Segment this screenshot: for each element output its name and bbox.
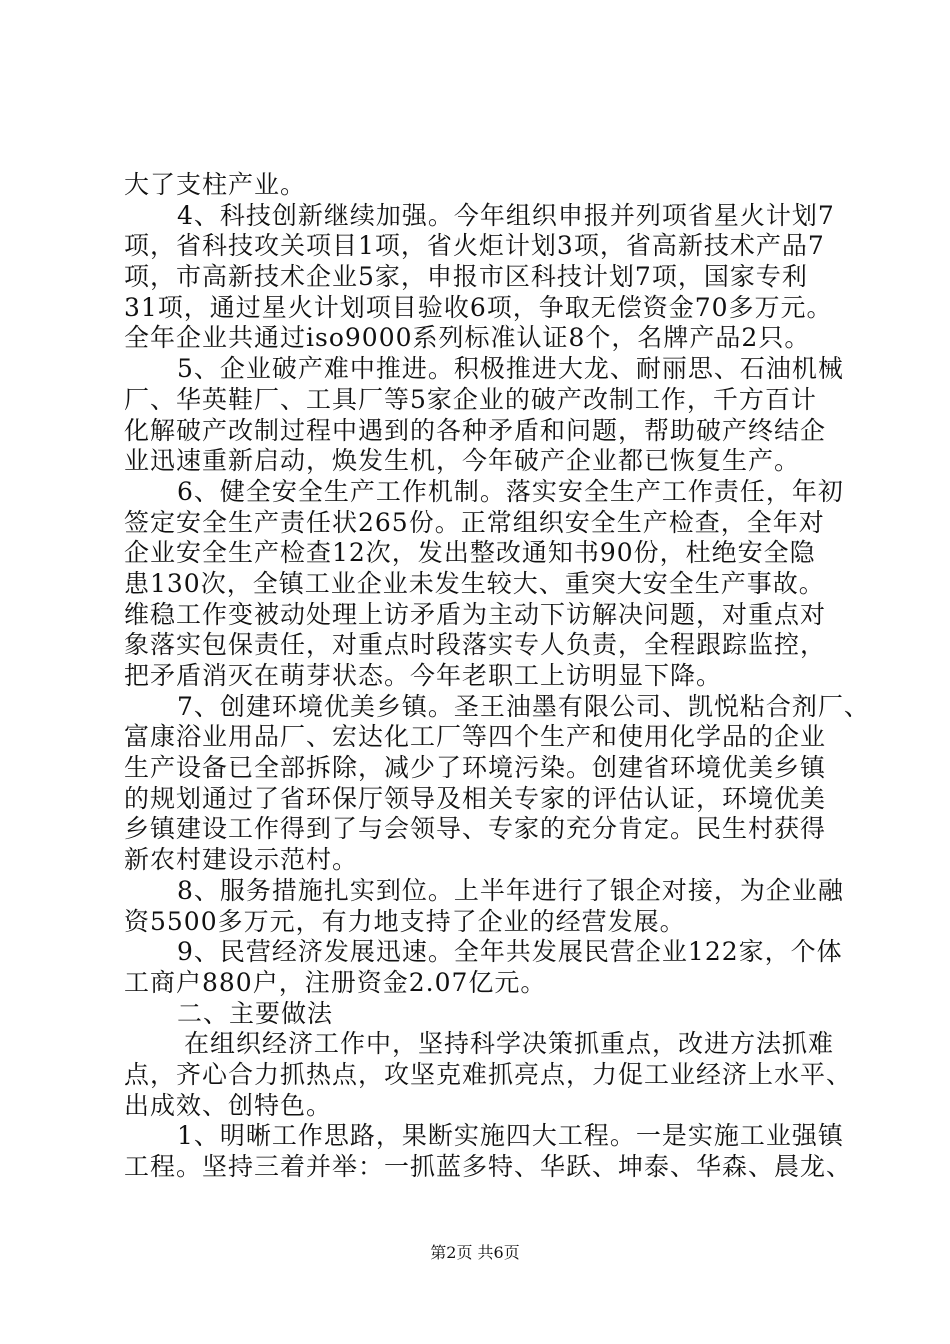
text-line: 生产设备已全部拆除，减少了环境污染。创建省环境优美乡镇 <box>124 753 827 783</box>
document-body <box>124 170 870 1183</box>
text-line: 签定安全生产责任状265份。正常组织安全生产检查，全年对 <box>124 507 825 537</box>
section-heading: 二、主要做法 <box>177 998 334 1028</box>
text-line: 项，市高新技术企业5家，申报市区科技计划7项，国家专利 <box>124 262 808 292</box>
text-line: 9、民营经济发展迅速。全年共发展民营企业122家，个体 <box>177 937 843 967</box>
text-line: 的规划通过了省环保厅领导及相关专家的评估认证，环境优美 <box>124 783 827 813</box>
text-line: 8、服务措施扎实到位。上半年进行了银企对接，为企业融 <box>177 875 844 905</box>
text-line: 患130次，全镇工业企业未发生较大、重突大安全生产事故。 <box>124 568 825 598</box>
text-line: 象落实包保责任，对重点时段落实专人负责，全程跟踪监控， <box>124 630 827 660</box>
text-line: 厂、华英鞋厂、工具厂等5家企业的破产改制工作，千方百计 <box>124 384 817 414</box>
text-line: 工程。坚持三着并举：一抓蓝多特、华跃、坤泰、华森、晨龙、 <box>124 1152 853 1181</box>
text-line: 全年企业共通过iso9000系列标准认证8个，名牌产品2只。 <box>124 323 811 353</box>
text-line: 出成效、创特色。 <box>124 1090 333 1120</box>
text-line: 资5500多万元，有力地支持了企业的经营发展。 <box>124 906 686 936</box>
text-line: 在组织经济工作中，坚持科学决策抓重点，改进方法抓难 <box>184 1029 835 1059</box>
text-line: 7、创建环境优美乡镇。圣王油墨有限公司、凯悦粘合剂厂、 <box>177 691 870 721</box>
text-line: 把矛盾消灭在萌芽状态。今年老职工上访明显下降。 <box>124 661 723 690</box>
text-line: 点，齐心合力抓热点，攻坚克难抓亮点，力促工业经济上水平、 <box>124 1059 853 1089</box>
text-line: 4、科技创新继续加强。今年组织申报并列项省星火计划7 <box>177 200 835 230</box>
text-line: 维稳工作变被动处理上访矛盾为主动下访解决问题，对重点对 <box>124 599 827 629</box>
page-footer: 第2页 共6页 <box>430 1243 520 1262</box>
text-line: 化解破产改制过程中遇到的各种矛盾和问题，帮助破产终结企 <box>124 415 827 445</box>
text-line: 业迅速重新启动，焕发生机，今年破产企业都已恢复生产。 <box>124 446 801 476</box>
text-line: 6、健全安全生产工作机制。落实安全生产工作责任，年初 <box>177 476 844 506</box>
text-line: 工商户880户，注册资金2.07亿元。 <box>124 967 547 997</box>
text-line: 项，省科技攻关项目1项，省火炬计划3项，省高新技术产品7 <box>124 231 825 261</box>
text-line: 31项，通过星火计划项目验收6项，争取无偿资金70多万元。 <box>124 292 833 322</box>
text-line: 大了支柱产业。 <box>124 170 307 199</box>
text-line: 新农村建设示范村。 <box>124 845 359 875</box>
text-line: 5、企业破产难中推进。积极推进大龙、耐丽思、石油机械 <box>177 354 844 384</box>
text-line: 富康浴业用品厂、宏达化工厂等四个生产和使用化学品的企业 <box>124 722 827 752</box>
text-line: 乡镇建设工作得到了与会领导、专家的充分肯定。民生村获得 <box>124 814 827 844</box>
text-line: 企业安全生产检查12次，发出整改通知书90份，杜绝安全隐 <box>124 538 816 568</box>
text-line: 1、明晰工作思路，果断实施四大工程。一是实施工业强镇 <box>177 1121 844 1151</box>
